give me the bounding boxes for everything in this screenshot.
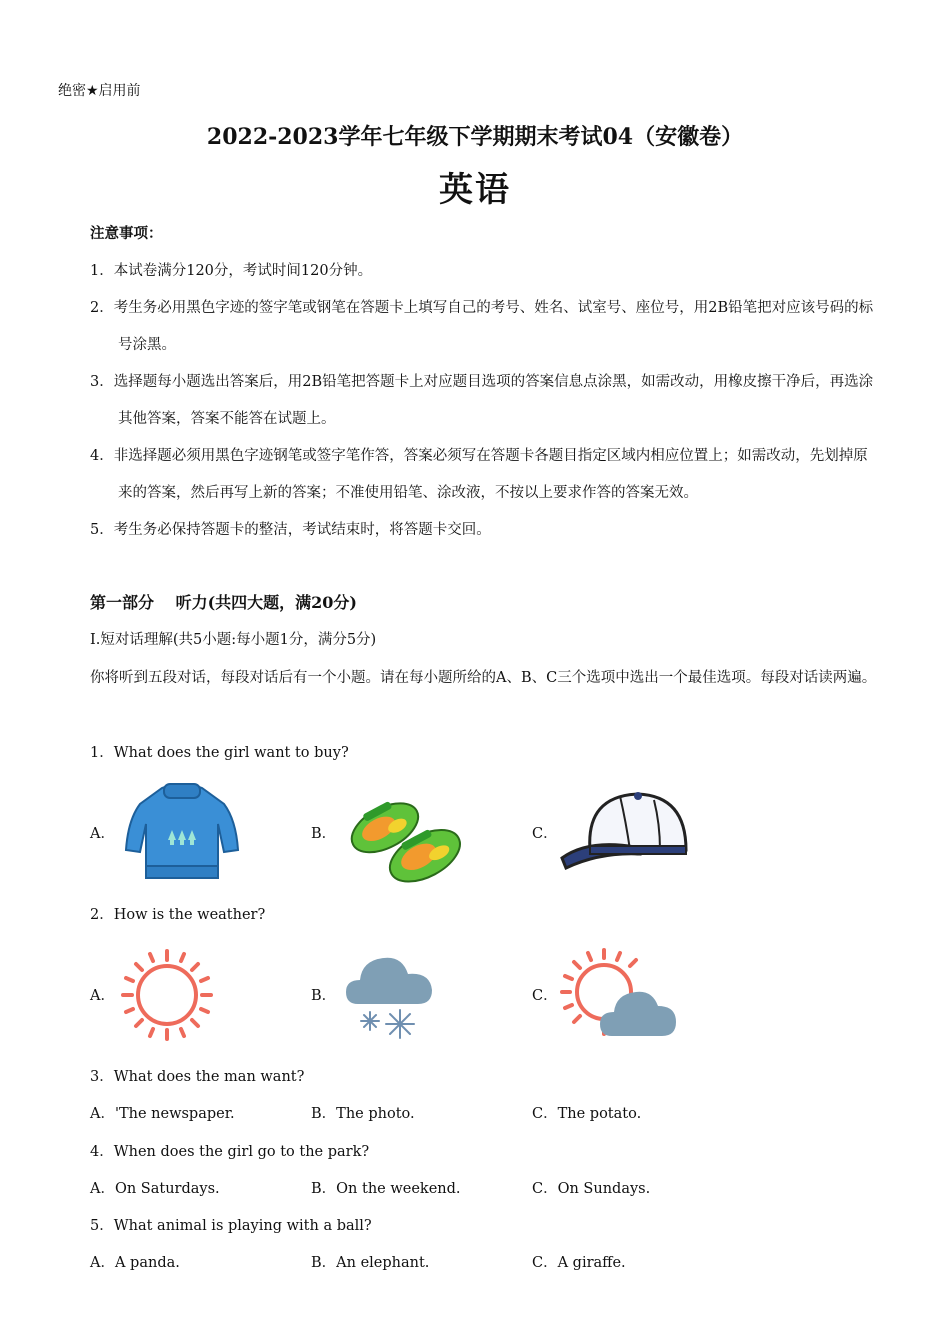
notes-title: 注意事项： xyxy=(90,226,163,242)
option-label: C． xyxy=(532,826,558,842)
option-label: B． xyxy=(311,988,337,1004)
option-label: B． xyxy=(311,826,337,842)
question-stem: 3．What does the man want? xyxy=(90,1069,305,1085)
note-item: 3．选择题每小题选出答案后，用2B铅笔把答题卡上对应题目选项的答案信息点涂黑，如需改动，用橡皮擦干净后，再选涂其他答案，答案不能答在试题上。 xyxy=(90,374,874,427)
note-item: 4．非选择题必须用黑色字迹钢笔或签字笔作答，答案必须写在答题卡各题目指定区域内相应位置上；如需改动，先划掉原来的答案，然后再写上新的答案；不准使用铅笔、涂改液，不按以上要求作答的答案无效。 xyxy=(90,448,868,501)
question-stem: 2．How is the weather? xyxy=(90,907,266,923)
option-label: B．On the weekend. xyxy=(311,1181,461,1197)
cap-picture xyxy=(560,788,690,872)
question-stem: 5．What animal is playing with a ball? xyxy=(90,1218,372,1234)
option-label: A．On Saturdays. xyxy=(90,1181,220,1197)
option-label: A． xyxy=(90,988,115,1004)
subject-title: 英语 xyxy=(439,170,511,210)
option-label: A．A panda. xyxy=(90,1255,180,1271)
sun-cloud-picture xyxy=(560,948,680,1040)
shoes-picture xyxy=(344,776,468,886)
option-label: A．'The newspaper. xyxy=(90,1106,235,1122)
secret-label: 绝密★启用前 xyxy=(58,83,141,99)
sweater-picture xyxy=(124,780,240,884)
option-label: A． xyxy=(90,826,115,842)
note-item: 1．本试卷满分120分，考试时间120分钟。 xyxy=(90,263,373,279)
part-title: 第一部分 听力(共四大题，满20分) xyxy=(90,593,357,612)
section-instructions: 你将听到五段对话，每段对话后有一个小题。请在每小题所给的A、B、C三个选项中选出一个最佳选项。每段对话读两遍。 xyxy=(90,670,877,686)
snow-cloud-picture xyxy=(344,946,436,1042)
option-label: B．An elephant. xyxy=(311,1255,430,1271)
option-label: C．On Sundays. xyxy=(532,1181,651,1197)
exam-title: 2022-2023学年七年级下学期期末考试04（安徽卷） xyxy=(206,124,744,150)
question-stem: 4．When does the girl go to the park? xyxy=(90,1144,370,1160)
notes-section xyxy=(90,216,880,549)
note-item: 5．考生务必保持答题卡的整洁，考试结束时，将答题卡交回。 xyxy=(90,522,491,538)
question-stem: 1．What does the girl want to buy? xyxy=(90,745,349,761)
option-label: C．The potato. xyxy=(532,1106,642,1122)
option-label: C． xyxy=(532,988,558,1004)
note-item: 2．考生务必用黑色字迹的签字笔或钢笔在答题卡上填写自己的考号、姓名、试室号、座位号，用2B铅笔把对应该号码的标号涂黑。 xyxy=(90,300,874,353)
option-label: B．The photo. xyxy=(311,1106,415,1122)
option-label: C．A giraffe. xyxy=(532,1255,626,1271)
sun-picture xyxy=(120,948,214,1042)
section-title: Ⅰ.短对话理解(共5小题:每小题1分，满分5分) xyxy=(90,632,377,648)
